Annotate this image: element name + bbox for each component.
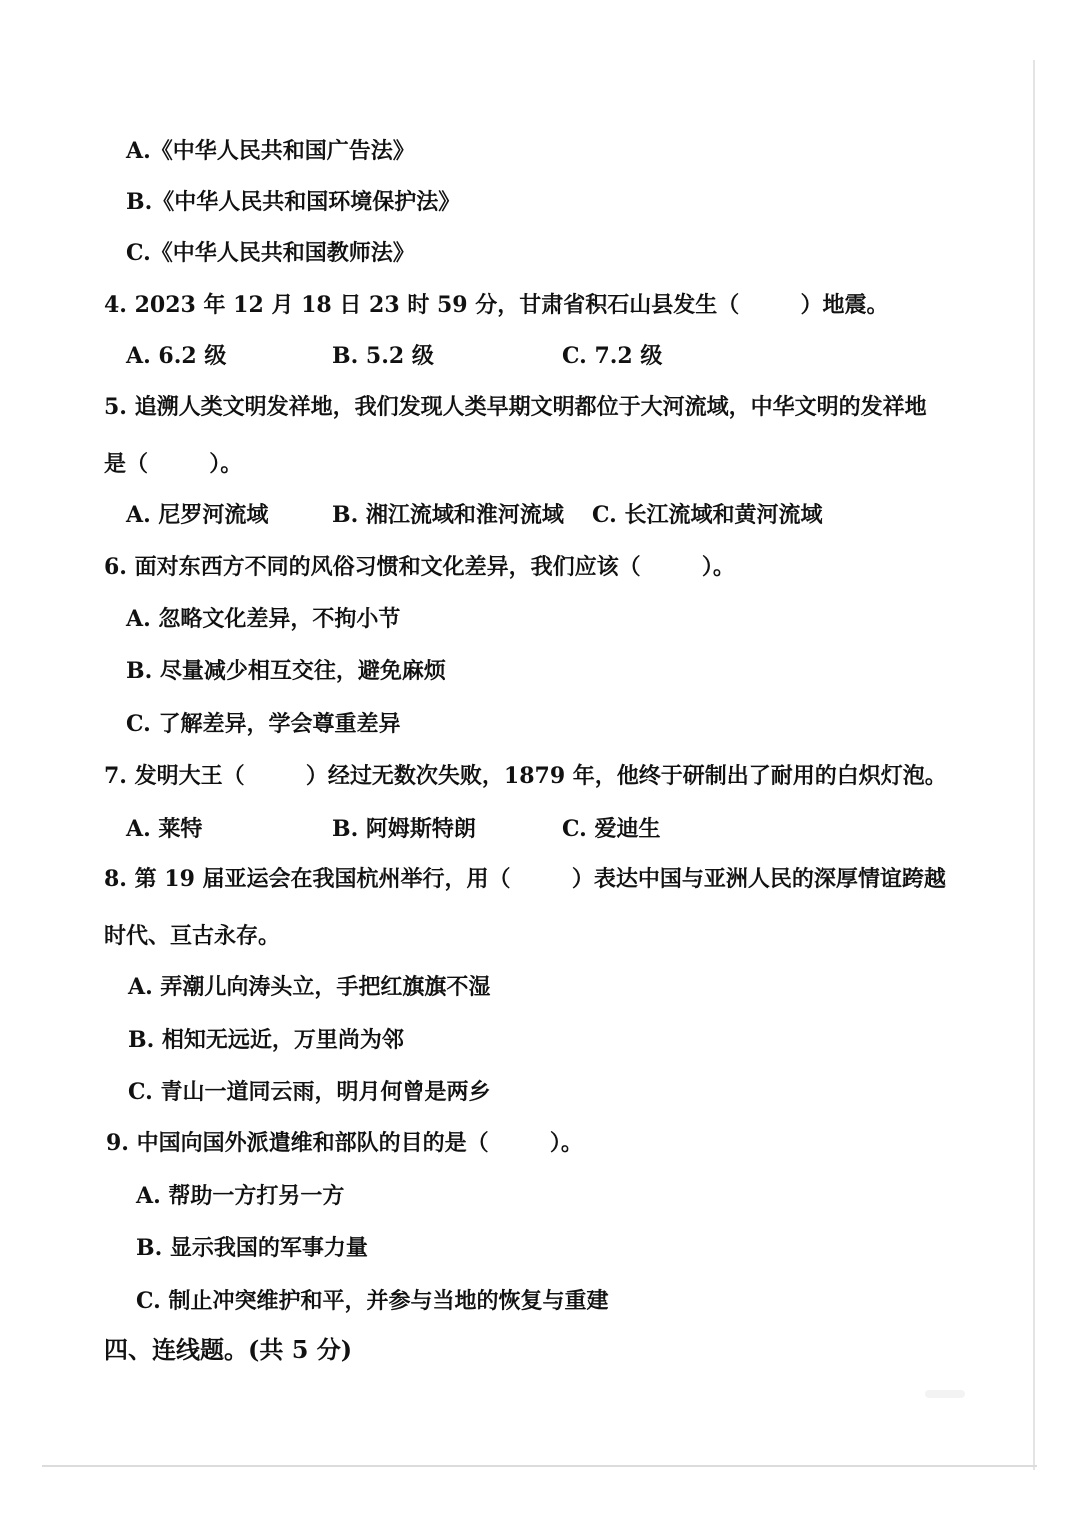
q5-option-c: C. 长江流域和黄河流域 (592, 502, 823, 528)
q9-option-a: A. 帮助一方打另一方 (136, 1183, 345, 1209)
q4-option-c: C. 7.2 级 (562, 343, 663, 369)
q6-option-c: C. 了解差异，学会尊重差异 (126, 711, 401, 737)
q8-stem-line1: 8. 第 19 届亚运会在我国杭州举行，用（ ）表达中国与亚洲人民的深厚情谊跨越 (104, 866, 946, 892)
scan-edge-right (1033, 60, 1035, 1470)
q9-option-b: B. 显示我国的军事力量 (136, 1235, 368, 1261)
q5-option-a: A. 尼罗河流域 (126, 502, 269, 528)
q6-option-b: B. 尽量减少相互交往，避免麻烦 (126, 658, 446, 684)
q8-option-a: A. 弄潮儿向涛头立，手把红旗旗不湿 (128, 974, 491, 1000)
q3-option-b: B.《中华人民共和国环境保护法》 (126, 189, 461, 215)
q4-option-a: A. 6.2 级 (126, 343, 227, 369)
scan-edge-bottom (42, 1465, 1037, 1467)
q8-option-c: C. 青山一道同云雨，明月何曾是两乡 (128, 1079, 491, 1105)
q7-option-b: B. 阿姆斯特朗 (332, 816, 476, 842)
q5-stem-line2: 是（ ）。 (104, 451, 243, 477)
q7-stem: 7. 发明大王（ ）经过无数次失败，1879 年，他终于研制出了耐用的白炽灯泡。 (104, 763, 947, 789)
q8-stem-line2: 时代、亘古永存。 (104, 923, 281, 949)
q3-option-c: C.《中华人民共和国教师法》 (126, 240, 415, 266)
q3-option-a: A.《中华人民共和国广告法》 (126, 138, 415, 164)
q9-stem: 9. 中国向国外派遣维和部队的目的是（ ）。 (106, 1130, 583, 1156)
scan-smudge (925, 1390, 965, 1398)
q5-stem-line1: 5. 追溯人类文明发祥地，我们发现人类早期文明都位于大河流域，中华文明的发祥地 (104, 394, 927, 420)
q6-option-a: A. 忽略文化差异，不拘小节 (126, 606, 401, 632)
q7-option-a: A. 莱特 (126, 816, 203, 842)
q9-option-c: C. 制止冲突维护和平，并参与当地的恢复与重建 (136, 1288, 609, 1314)
section4-heading: 四、连线题。(共 5 分) (104, 1335, 353, 1364)
q4-stem: 4. 2023 年 12 月 18 日 23 时 59 分，甘肃省积石山县发生（ ）地震。 (104, 292, 889, 318)
q4-option-b: B. 5.2 级 (332, 343, 434, 369)
q5-option-b: B. 湘江流域和淮河流域 (332, 502, 564, 528)
q7-option-c: C. 爱迪生 (562, 816, 661, 842)
q8-option-b: B. 相知无远近，万里尚为邻 (128, 1027, 404, 1053)
q6-stem: 6. 面对东西方不同的风俗习惯和文化差异，我们应该（ ）。 (104, 554, 735, 580)
